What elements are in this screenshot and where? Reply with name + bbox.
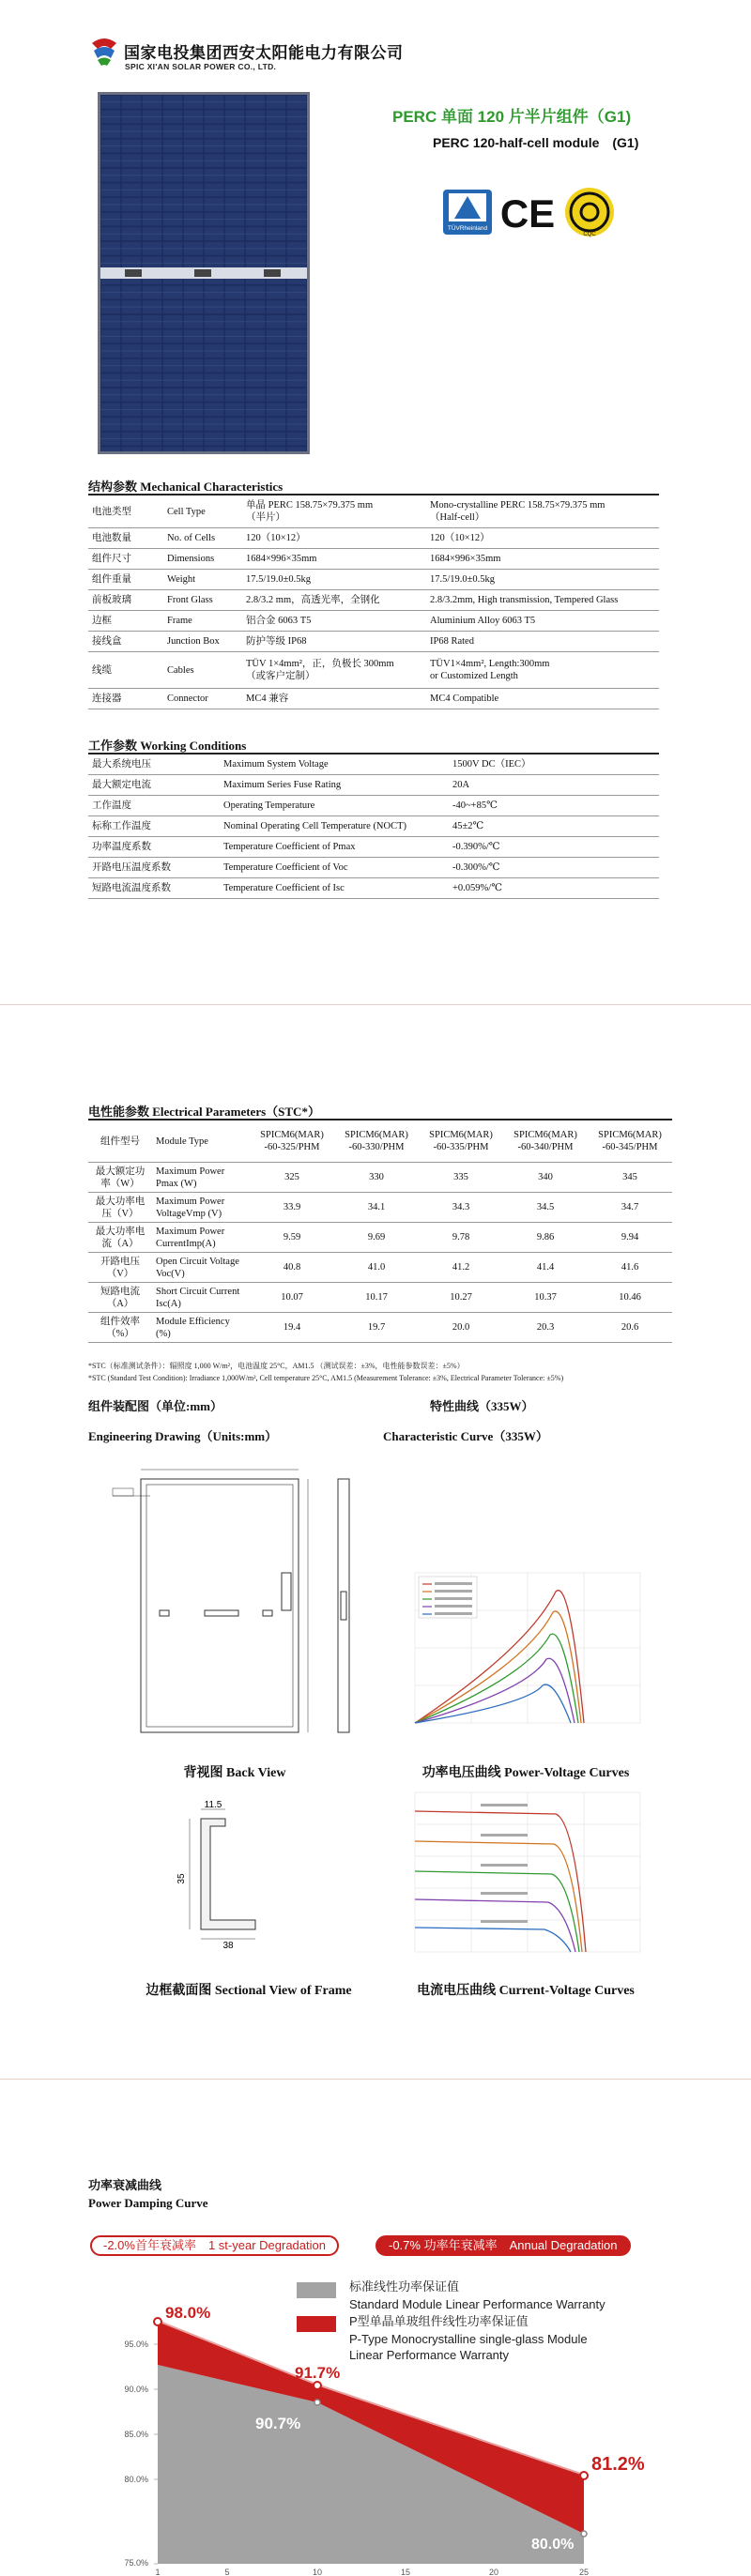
param-name-cn: 短路电流 （A） bbox=[88, 1283, 152, 1313]
model-header: SPICM6(MAR) -60-335/PHM bbox=[419, 1120, 503, 1163]
table-row bbox=[88, 755, 659, 775]
svg-text:25: 25 bbox=[578, 2568, 590, 2576]
table-row bbox=[88, 816, 659, 837]
param-value: 34.3 bbox=[419, 1193, 503, 1223]
param-value: -0.390%/℃ bbox=[449, 837, 659, 858]
param-name-cn: 最大额定电流 bbox=[88, 775, 220, 796]
param-value-cn: 17.5/19.0±0.5kg bbox=[242, 570, 426, 590]
param-value: 10.17 bbox=[334, 1283, 419, 1313]
param-value: 10.07 bbox=[250, 1283, 334, 1313]
svg-text:10: 10 bbox=[312, 2568, 323, 2576]
param-name-cn: 开路电压 （V） bbox=[88, 1253, 152, 1283]
table-row bbox=[88, 878, 659, 899]
legend-ptype-cn: P型单晶单玻组件线性功率保证值 bbox=[349, 2314, 529, 2328]
param-name-en: Connector bbox=[163, 689, 242, 709]
param-value-cn: 1684×996×35mm bbox=[242, 549, 426, 570]
param-name-en: Maximum System Voltage bbox=[220, 755, 449, 775]
table-row bbox=[88, 689, 659, 709]
svg-text:85.0%: 85.0% bbox=[124, 2430, 148, 2439]
svg-text:CE: CE bbox=[499, 191, 556, 236]
svg-text:98.0%: 98.0% bbox=[165, 2304, 211, 2322]
param-name-en: Operating Temperature bbox=[220, 796, 449, 816]
param-value: 20.6 bbox=[588, 1313, 672, 1343]
param-value-en: MC4 Compatible bbox=[426, 689, 659, 709]
param-value: 19.7 bbox=[334, 1313, 419, 1343]
frame-section-drawing bbox=[173, 1798, 314, 1951]
param-value-en: 1684×996×35mm bbox=[426, 549, 659, 570]
param-value: 40.8 bbox=[250, 1253, 334, 1283]
product-title-cn: PERC 单面 120 片半片组件（G1) bbox=[392, 108, 632, 126]
param-name-en: Maximum Power Pmax (W) bbox=[152, 1163, 250, 1193]
table-row bbox=[88, 1193, 672, 1223]
legend-standard-en: Standard Module Linear Performance Warranty bbox=[349, 2297, 605, 2311]
param-value: 1500V DC（IEC） bbox=[449, 755, 659, 775]
cqc-certificate-icon bbox=[563, 186, 616, 238]
param-value: 9.59 bbox=[250, 1223, 334, 1253]
param-value-en: 17.5/19.0±0.5kg bbox=[426, 570, 659, 590]
param-name-en: Short Circuit Current Isc(A) bbox=[152, 1283, 250, 1313]
param-name-en: Front Glass bbox=[163, 590, 242, 611]
svg-text:11.5: 11.5 bbox=[204, 1800, 222, 1810]
solar-panel-image bbox=[98, 92, 310, 454]
param-name-cn: 功率温度系数 bbox=[88, 837, 220, 858]
table-row bbox=[88, 611, 659, 632]
company-name-cn: 国家电投集团西安太阳能电力有限公司 bbox=[124, 44, 404, 62]
product-title-en: PERC 120-half-cell module (G1) bbox=[433, 135, 639, 150]
svg-text:90.0%: 90.0% bbox=[124, 2385, 148, 2394]
page-separator bbox=[0, 1004, 751, 1005]
svg-text:1: 1 bbox=[155, 2568, 161, 2576]
power-voltage-chart bbox=[387, 1554, 665, 1749]
tuv-certificate-icon bbox=[441, 188, 494, 236]
param-value: 20.3 bbox=[503, 1313, 588, 1343]
svg-text:38: 38 bbox=[222, 1941, 234, 1951]
table-row bbox=[88, 495, 659, 528]
param-name-en: Open Circuit Voltage Voc(V) bbox=[152, 1253, 250, 1283]
svg-text:75.0%: 75.0% bbox=[124, 2558, 148, 2568]
company-logo-icon bbox=[88, 36, 120, 68]
company-name-en: SPIC XI'AN SOLAR POWER CO., LTD. bbox=[125, 62, 277, 71]
model-header: SPICM6(MAR) -60-330/PHM bbox=[334, 1120, 419, 1163]
svg-text:CQC: CQC bbox=[583, 232, 596, 237]
param-value: 330 bbox=[334, 1163, 419, 1193]
mechanical-title: 结构参数 Mechanical Characteristics bbox=[88, 480, 284, 494]
param-name-cn: 边框 bbox=[88, 611, 163, 632]
param-value-cn: TÜV 1×4mm²，正，负极长 300mm （或客户定制） bbox=[242, 652, 426, 689]
page-separator bbox=[0, 2079, 751, 2080]
characteristic-curve-title-en: Characteristic Curve（335W） bbox=[383, 1429, 548, 1443]
electrical-title: 电性能参数 Electrical Parameters（STC*） bbox=[88, 1105, 320, 1119]
param-name-en: Temperature Coefficient of Pmax bbox=[220, 837, 449, 858]
column-header: 组件型号 bbox=[88, 1120, 152, 1163]
param-name-cn: 最大功率电 压（V） bbox=[88, 1193, 152, 1223]
table-row bbox=[88, 1253, 672, 1283]
model-header: SPICM6(MAR) -60-325/PHM bbox=[250, 1120, 334, 1163]
param-value: -0.300%/℃ bbox=[449, 858, 659, 878]
table-row bbox=[88, 549, 659, 570]
param-name-en: Temperature Coefficient of Voc bbox=[220, 858, 449, 878]
svg-text:95.0%: 95.0% bbox=[124, 2340, 148, 2349]
param-name-cn: 线缆 bbox=[88, 652, 163, 689]
param-name-cn: 接线盒 bbox=[88, 632, 163, 652]
param-value: 335 bbox=[419, 1163, 503, 1193]
param-value-en: 120（10×12） bbox=[426, 528, 659, 549]
param-value: 33.9 bbox=[250, 1193, 334, 1223]
model-header: SPICM6(MAR) -60-340/PHM bbox=[503, 1120, 588, 1163]
characteristic-curve-title-cn: 特性曲线（335W） bbox=[430, 1399, 534, 1413]
param-value: 19.4 bbox=[250, 1313, 334, 1343]
param-name-cn: 组件重量 bbox=[88, 570, 163, 590]
table-row bbox=[88, 858, 659, 878]
svg-text:90.7%: 90.7% bbox=[255, 2415, 301, 2432]
svg-text:20: 20 bbox=[488, 2568, 499, 2576]
param-name-cn: 短路电流温度系数 bbox=[88, 878, 220, 899]
table-header-row bbox=[88, 1120, 672, 1163]
annual-degradation-badge: -0.7% 功率年衰减率 Annual Degradation bbox=[376, 2235, 631, 2256]
param-name-en: Cell Type bbox=[163, 495, 242, 528]
param-value-cn: 120（10×12） bbox=[242, 528, 426, 549]
table-row bbox=[88, 1283, 672, 1313]
param-value: 9.94 bbox=[588, 1223, 672, 1253]
back-view-caption: 背视图 Back View bbox=[183, 1766, 286, 1780]
param-name-cn: 组件尺寸 bbox=[88, 549, 163, 570]
param-value-en: Mono-crystalline PERC 158.75×79.375 mm （Half-cell） bbox=[426, 495, 659, 528]
stc-note-cn: *STC（标准测试条件）：辐照度 1,000 W/m²，电池温度 25°C，AM1.5 （测试误差：±3%，电性能参数误差：±5%） bbox=[88, 1362, 465, 1370]
param-value-en: 2.8/3.2mm, High transmission, Tempered Glass bbox=[426, 590, 659, 611]
degradation-title-en: Power Damping Curve bbox=[88, 2196, 208, 2210]
table-row bbox=[88, 1163, 672, 1193]
param-name-cn: 连接器 bbox=[88, 689, 163, 709]
param-name-en: Module Efficiency (%) bbox=[152, 1313, 250, 1343]
param-value: 45±2℃ bbox=[449, 816, 659, 837]
stc-note-en: *STC (Standard Test Condition): Irradiance 1,000W/m², Cell temperature 25°C, AM1.5 (Measurement Tolerance: ±3%, Electrical Parameter Tolerance: ±5%) bbox=[88, 1374, 564, 1382]
param-value: 34.5 bbox=[503, 1193, 588, 1223]
column-header: Module Type bbox=[152, 1120, 250, 1163]
legend-standard-swatch bbox=[297, 2282, 336, 2298]
table-row bbox=[88, 837, 659, 858]
param-name-cn: 组件效率 （%） bbox=[88, 1313, 152, 1343]
param-value-en: IP68 Rated bbox=[426, 632, 659, 652]
param-value: 9.86 bbox=[503, 1223, 588, 1253]
param-value: 10.27 bbox=[419, 1283, 503, 1313]
param-value: +0.059%/℃ bbox=[449, 878, 659, 899]
param-value: -40~+85℃ bbox=[449, 796, 659, 816]
engineering-drawing-title-en: Engineering Drawing（Units:mm） bbox=[88, 1429, 278, 1443]
param-name-en: Nominal Operating Cell Temperature (NOCT) bbox=[220, 816, 449, 837]
svg-text:TÜVRheinland: TÜVRheinland bbox=[447, 225, 488, 232]
table-row bbox=[88, 1223, 672, 1253]
table-row bbox=[88, 1313, 672, 1343]
param-value: 41.4 bbox=[503, 1253, 588, 1283]
table-row bbox=[88, 528, 659, 549]
param-value: 20A bbox=[449, 775, 659, 796]
param-value: 10.37 bbox=[503, 1283, 588, 1313]
param-name-en: Frame bbox=[163, 611, 242, 632]
param-name-cn: 最大功率电 流（A） bbox=[88, 1223, 152, 1253]
param-value: 345 bbox=[588, 1163, 672, 1193]
svg-text:80.0%: 80.0% bbox=[124, 2475, 148, 2484]
param-name-en: No. of Cells bbox=[163, 528, 242, 549]
param-name-cn: 开路电压温度系数 bbox=[88, 858, 220, 878]
model-header: SPICM6(MAR) -60-345/PHM bbox=[588, 1120, 672, 1163]
table-row bbox=[88, 590, 659, 611]
pv-curves-caption: 功率电压曲线 Power-Voltage Curves bbox=[421, 1766, 630, 1780]
param-value: 41.0 bbox=[334, 1253, 419, 1283]
engineering-drawing-title-cn: 组件装配图（单位:mm） bbox=[88, 1399, 222, 1413]
frame-section-caption: 边框截面图 Sectional View of Frame bbox=[146, 1984, 352, 1998]
param-name-en: Cables bbox=[163, 652, 242, 689]
electrical-table bbox=[88, 1120, 672, 1343]
degradation-title-cn: 功率衰减曲线 bbox=[88, 2178, 162, 2192]
param-name-cn: 标称工作温度 bbox=[88, 816, 220, 837]
param-name-en: Dimensions bbox=[163, 549, 242, 570]
svg-text:91.7%: 91.7% bbox=[295, 2364, 341, 2382]
param-value-cn: MC4 兼容 bbox=[242, 689, 426, 709]
param-name-en: Maximum Power VoltageVmp (V) bbox=[152, 1193, 250, 1223]
working-table bbox=[88, 755, 659, 899]
table-row bbox=[88, 775, 659, 796]
param-value-en: TÜV1×4mm², Length:300mm or Customized Length bbox=[426, 652, 659, 689]
param-value: 34.1 bbox=[334, 1193, 419, 1223]
legend-standard-cn: 标准线性功率保证值 bbox=[349, 2279, 460, 2294]
param-value: 41.6 bbox=[588, 1253, 672, 1283]
ce-mark-icon bbox=[499, 190, 556, 235]
param-value: 41.2 bbox=[419, 1253, 503, 1283]
param-name-en: Junction Box bbox=[163, 632, 242, 652]
table-row bbox=[88, 632, 659, 652]
param-value-cn: 铝合金 6063 T5 bbox=[242, 611, 426, 632]
param-value-cn: 防护等级 IP68 bbox=[242, 632, 426, 652]
svg-text:80.0%: 80.0% bbox=[531, 2537, 575, 2553]
current-voltage-chart bbox=[387, 1783, 665, 1967]
svg-text:35: 35 bbox=[176, 1873, 187, 1884]
param-value: 340 bbox=[503, 1163, 588, 1193]
table-row bbox=[88, 570, 659, 590]
back-view-drawing bbox=[94, 1460, 376, 1742]
table-row bbox=[88, 796, 659, 816]
param-name-en: Maximum Series Fuse Rating bbox=[220, 775, 449, 796]
param-name-en: Weight bbox=[163, 570, 242, 590]
param-name-cn: 最大额定功 率（W） bbox=[88, 1163, 152, 1193]
svg-text:5: 5 bbox=[224, 2568, 230, 2576]
legend-ptype-en-2: Linear Performance Warranty bbox=[349, 2348, 510, 2362]
working-title: 工作参数 Working Conditions bbox=[88, 739, 247, 753]
param-name-cn: 前板玻璃 bbox=[88, 590, 163, 611]
param-name-cn: 工作温度 bbox=[88, 796, 220, 816]
table-row bbox=[88, 652, 659, 689]
param-value: 34.7 bbox=[588, 1193, 672, 1223]
param-name-cn: 电池数量 bbox=[88, 528, 163, 549]
iv-curves-caption: 电流电压曲线 Current-Voltage Curves bbox=[417, 1984, 635, 1998]
param-value: 20.0 bbox=[419, 1313, 503, 1343]
param-name-en: Maximum Power CurrentImp(A) bbox=[152, 1223, 250, 1253]
param-name-cn: 电池类型 bbox=[88, 495, 163, 528]
svg-text:15: 15 bbox=[400, 2568, 411, 2576]
param-value: 9.69 bbox=[334, 1223, 419, 1253]
svg-text:81.2%: 81.2% bbox=[591, 2454, 645, 2475]
param-value-en: Aluminium Alloy 6063 T5 bbox=[426, 611, 659, 632]
param-name-cn: 最大系统电压 bbox=[88, 755, 220, 775]
mechanical-table bbox=[88, 495, 659, 709]
param-value-cn: 单晶 PERC 158.75×79.375 mm （半片） bbox=[242, 495, 426, 528]
param-value: 325 bbox=[250, 1163, 334, 1193]
param-value: 10.46 bbox=[588, 1283, 672, 1313]
param-name-en: Temperature Coefficient of Isc bbox=[220, 878, 449, 899]
param-value: 9.78 bbox=[419, 1223, 503, 1253]
param-value-cn: 2.8/3.2 mm，高透光率，全钢化 bbox=[242, 590, 426, 611]
first-year-degradation-badge: -2.0%首年衰减率 1 st-year Degradation bbox=[90, 2235, 339, 2256]
legend-ptype-en-1: P-Type Monocrystalline single-glass Module bbox=[349, 2332, 588, 2346]
